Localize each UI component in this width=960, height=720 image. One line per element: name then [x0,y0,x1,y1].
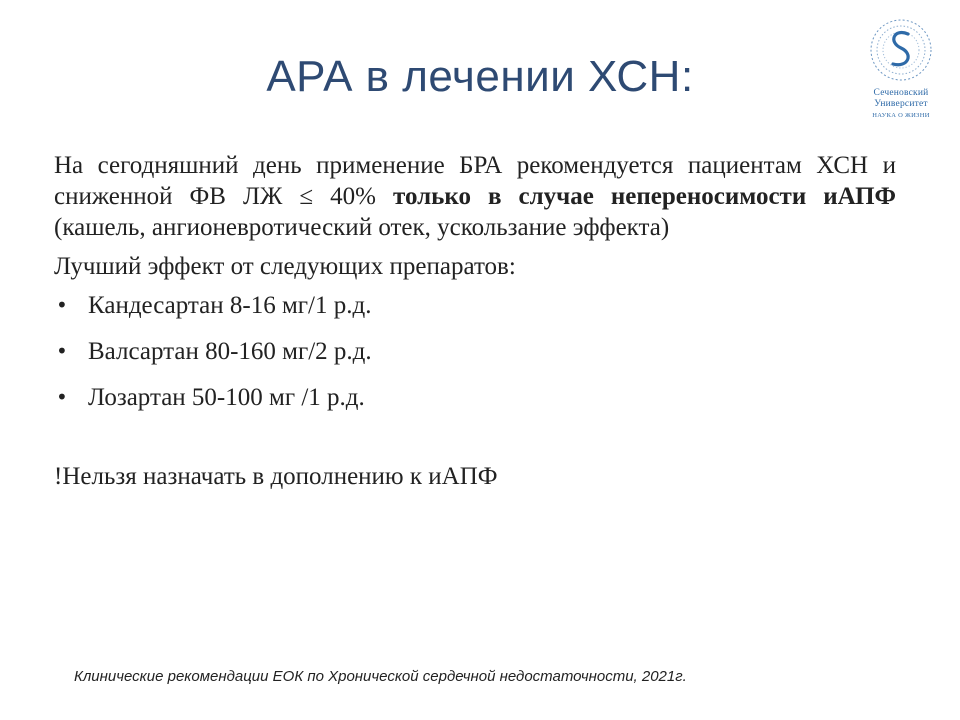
paragraph-text-3: (кашель, ангионевротический отек, ускользание эффекта) [54,214,670,241]
paragraph-text-1: На сегодняшний день применение БРА рекомендуется пациентам ХСН и сниженной ФВ ЛЖ [54,152,896,210]
warning-line: !Нельзя назначать в дополнению к иАПФ [54,463,498,490]
bullet-icon: • [56,293,68,317]
paragraph-text-2: 40% [313,183,393,210]
bullet-icon: • [56,339,68,363]
less-equal-symbol: ≤ [299,183,314,210]
list-item-text: Валсартан 80-160 мг/2 р.д. [88,338,372,365]
paragraph-bold-text: только в случае непереносимости иАПФ [393,183,896,210]
drug-list [54,290,896,413]
footnote: Клинические рекомендации ЕОК по Хронической сердечной недостаточности, 2021г. [74,668,687,685]
university-logo [858,14,944,126]
best-effect-line: Лучший эффект от следующих препаратов: [54,253,516,280]
logo-line-3: НАУКА О ЖИЗНИ [872,112,930,119]
bullet-icon: • [56,385,68,409]
slide-body [54,150,896,492]
recommendation-paragraph [54,150,896,243]
list-item [54,336,896,367]
list-item-text: Кандесартан 8-16 мг/1 р.д. [88,292,372,319]
logo-line-1: Сеченовский [873,88,929,98]
list-item [54,382,896,413]
university-logo-icon [858,14,944,88]
slide-title: АРА в лечении ХСН: [266,52,694,101]
logo-line-2: Университет [874,99,928,109]
list-item-text: Лозартан 50-100 мг /1 р.д. [88,384,365,411]
list-item [54,290,896,321]
